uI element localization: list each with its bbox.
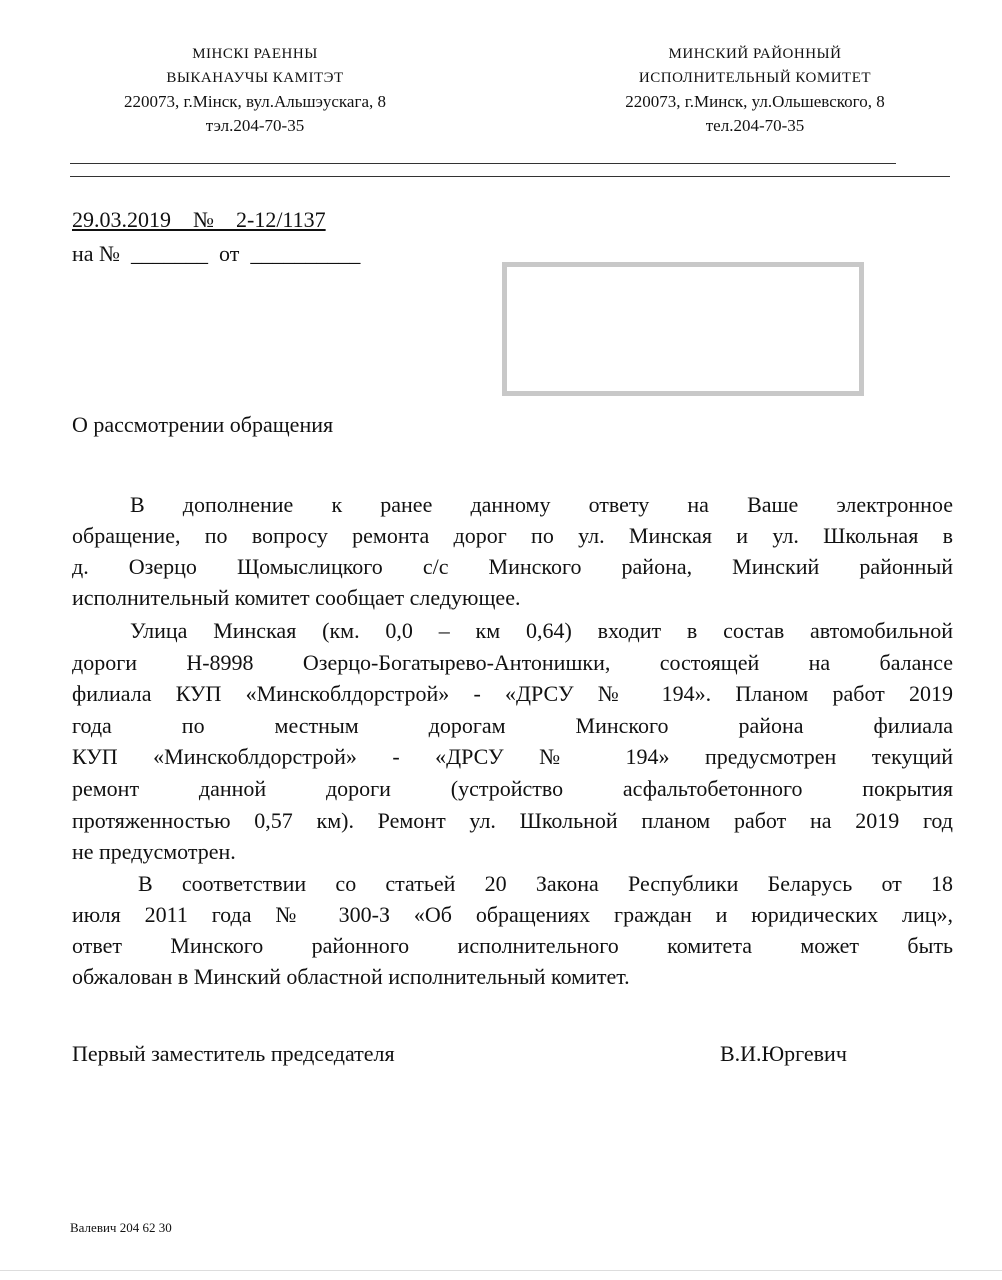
text-line: дороги Н-8998 Озерцо-Богатырево-Антонишки, состоящей на балансе xyxy=(72,649,953,675)
text-line: обращение, по вопросу ремонта дорог по ул. Минская и ул. Школьная в xyxy=(72,523,953,548)
text-line: филиала КУП «Минскоблдорстрой» - «ДРСУ № 194». Планом работ 2019 xyxy=(72,681,953,707)
reply-to-reference: на № _______ от __________ xyxy=(72,241,361,266)
header-rule-top xyxy=(70,163,896,164)
text-line: июля 2011 года № 300-З «Об обращениях граждан и юридических лиц», xyxy=(72,902,953,927)
header-right-russian xyxy=(565,42,945,138)
org-name-line2: ИСПОЛНИТЕЛЬНЫЙ КОМИТЕТ xyxy=(638,70,872,86)
paragraph-3 xyxy=(72,868,953,992)
text-line: не предусмотрен. xyxy=(72,839,236,865)
header-left-belarusian xyxy=(70,42,440,138)
page-edge xyxy=(0,1270,1002,1271)
text-line: протяженностью 0,57 км). Ремонт ул. Школьной планом работ на 2019 год xyxy=(72,807,953,833)
outgoing-date-number: 29.03.2019 № 2-12/1137 xyxy=(72,207,326,232)
org-name-line1: МІНСКІ РАЕННЫ xyxy=(192,46,318,62)
text-line: В дополнение к ранее данному ответу на Ваше электронное xyxy=(130,492,953,517)
org-phone: тэл.204-70-35 xyxy=(205,116,305,135)
text-line: исполнительный комитет сообщает следующее. xyxy=(72,585,521,610)
paragraph-1 xyxy=(72,489,953,613)
redacted-addressee-box xyxy=(502,262,864,396)
signatory-position: Первый заместитель председателя xyxy=(72,1041,395,1066)
text-line: д. Озерцо Щомыслицкого с/с Минского района, Минский районный xyxy=(72,554,953,579)
org-address: 220073, г.Мінск, вул.Альшэускага, 8 xyxy=(124,92,386,111)
text-line: обжалован в Минский областной исполнительный комитет. xyxy=(72,964,630,989)
org-name-line2: ВЫКАНАУЧЫ КАМІТЭТ xyxy=(166,70,344,86)
paragraph-2 xyxy=(72,615,953,868)
text-line: года по местным дорогам Минского района филиала xyxy=(72,712,953,738)
header-rule-bottom xyxy=(70,176,950,177)
text-line: Улица Минская (км. 0,0 – км 0,64) входит в состав автомобильной xyxy=(130,618,953,643)
text-line: ремонт данной дороги (устройство асфальтобетонного покрытия xyxy=(72,775,953,801)
signatory-name: В.И.Юргевич xyxy=(720,1041,847,1066)
org-phone: тел.204-70-35 xyxy=(705,116,805,135)
org-address: 220073, г.Минск, ул.Ольшевского, 8 xyxy=(625,92,885,111)
org-name-line1: МИНСКИЙ РАЙОННЫЙ xyxy=(668,46,842,62)
text-line: ответ Минского районного исполнительного комитета может быть xyxy=(72,933,953,958)
text-line: В соответствии со статьей 20 Закона Республики Беларусь от 18 xyxy=(138,871,953,896)
subject-line: О рассмотрении обращения xyxy=(72,412,334,437)
text-line: КУП «Минскоблдорстрой» - «ДРСУ № 194» предусмотрен текущий xyxy=(72,744,953,770)
executor-contact: Валевич 204 62 30 xyxy=(70,1220,172,1235)
